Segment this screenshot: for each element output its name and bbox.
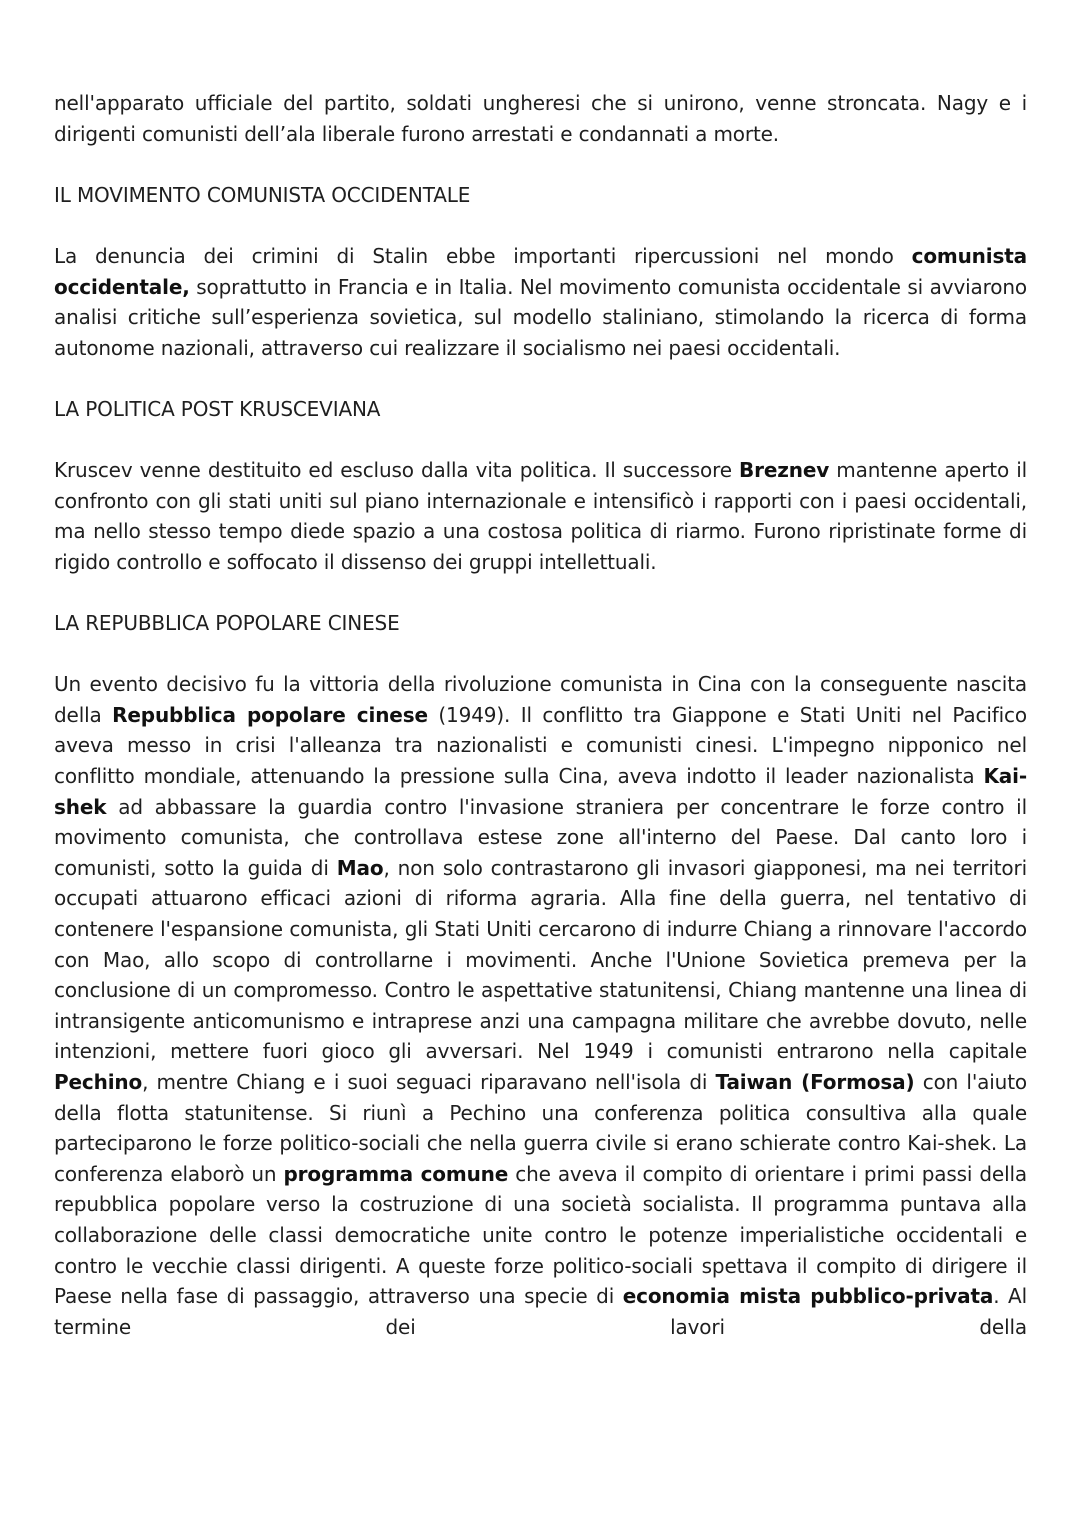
text-run: soprattutto in Francia e in Italia. Nel movimento comunista occidentale si avviarono analisi critiche sull’esperienza sovietica, sul modello staliniano, stimolando la ricerca di forma autonome nazionali, attraverso cui realizzare il socialismo nei paesi occidentali. [54, 274, 1027, 360]
heading-movimento-comunista: IL MOVIMENTO COMUNISTA OCCIDENTALE [54, 182, 471, 207]
text-run: ad abbassare la guardia contro l'invasione straniera per concentrare le forze contro il movimento comunista, che controllava estese zone all'interno del Paese. Dal canto loro i comunisti, sotto la guida di [54, 794, 1027, 880]
bold-term: comunista occidentale, [54, 243, 1027, 299]
text-run: , mentre Chiang e i suoi seguaci riparavano nell'isola di [142, 1070, 716, 1094]
text-run: La denuncia dei crimini di Stalin ebbe importanti ripercussioni nel mondo [54, 243, 912, 268]
text-run: che aveva il compito di orientare i primi passi della repubblica popolare verso la costruzione di una società socialista. Il programma puntava alla collaborazione delle classi democratiche unite contro le potenze imperialistiche occidentali e contro le vecchie classi dirigenti. A queste forze politico-sociali spettava il compito di dirigere il Paese nella fase di passaggio, attraverso una specie di [54, 1161, 1027, 1309]
text-run: Kruscev venne destituito ed escluso dalla vita politica. Il successore [54, 458, 740, 483]
bold-term: Taiwan (Formosa) [715, 1070, 915, 1094]
paragraph-movimento-comunista [54, 241, 1027, 363]
bold-term: Breznev [739, 458, 830, 483]
bold-term: programma comune [283, 1161, 509, 1186]
text-run: . Al termine dei lavori della [54, 1284, 1027, 1339]
bold-term: economia mista pubblico-privata [622, 1284, 994, 1309]
heading-politica-post-krusceviana: LA POLITICA POST KRUSCEVIANA [54, 396, 381, 421]
intro-paragraph: nell'apparato ufficiale del partito, soldati ungheresi che si unirono, venne stroncata. Nagy e i dirigenti comunisti dell’ala liberale furono arrestati e condannati a morte. [54, 91, 1027, 146]
paragraph-politica-post-krusceviana [54, 455, 1027, 577]
text-run: con l'aiuto della flotta statunitense. Si riunì a Pechino una conferenza politica consultiva alla quale parteciparono le forze politico-sociali che nella guerra civile si erano schierate contro Kai-shek. La conferenza elaborò un [54, 1070, 1027, 1186]
document-page [54, 88, 1027, 1342]
text-run: mantenne aperto il confronto con gli stati uniti sul piano internazionale e intensificò i rapporti con i paesi occidentali, ma nello stesso tempo diede spazio a una costosa politica di riarmo. Furono ripristinate forme di rigido controllo e soffocato il dissenso dei gruppi intellettuali. [54, 458, 1028, 574]
text-run: Un evento decisivo fu la vittoria della rivoluzione comunista in Cina con la conseguente nascita della [54, 672, 1027, 727]
paragraph-repubblica-popolare-cinese [54, 669, 1027, 1342]
bold-term: Pechino [54, 1070, 143, 1094]
bold-term: Kai-shek [54, 764, 1027, 819]
bold-term: Repubblica popolare cinese [112, 702, 428, 727]
text-run: , non solo contrastarono gli invasori giapponesi, ma nei territori occupati attuarono efficaci azioni di riforma agraria. Alla fine della guerra, nel tentativo di contenere l'espansione comunista, gli Stati Uniti cercarono di indurre Chiang a rinnovare l'accordo con Mao, allo scopo di controllarne i movimenti. Anche l'Unione Sovietica premeva per la conclusione di un compromesso. Contro le aspettative statunitensi, Chiang mantenne una linea di intransigente anticomunismo e intraprese anzi una campagna militare che avrebbe dovuto, nelle intenzioni, mettere fuori gioco gli avversari. Nel 1949 i comunisti entrarono nella capitale [54, 855, 1027, 1064]
bold-term: Mao [336, 855, 384, 880]
text-run: (1949). Il conflitto tra Giappone e Stati Uniti nel Pacifico aveva messo in crisi l'alleanza tra nazionalisti e comunisti cinesi. L'impegno nipponico nel conflitto mondiale, attenuando la pressione sulla Cina, aveva indotto il leader nazionalista [54, 702, 1027, 789]
heading-repubblica-popolare-cinese: LA REPUBBLICA POPOLARE CINESE [54, 611, 400, 636]
